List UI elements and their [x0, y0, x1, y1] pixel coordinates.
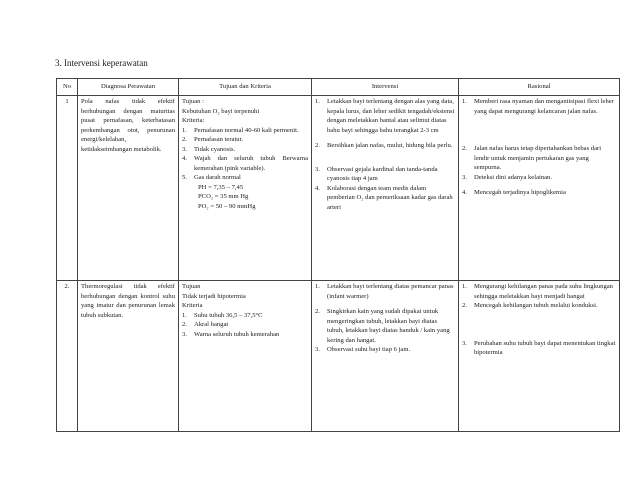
kriteria-item: 2. Pernafasan teratur.	[182, 136, 244, 143]
intervensi-item: 4. Kolaborasi dengan team medis dalam pemberian O₂ dan pemeriksaan kadar gas darah arteri	[315, 184, 453, 211]
rasional-item: 4. Mencegah terjadinya hipoglikemia	[462, 189, 566, 196]
header-diagnosa: Diagnosa Perawatan	[78, 79, 179, 96]
intervensi-item: 3. Observasi suhu bayi tiap 6 jam.	[315, 346, 411, 353]
kriteria-heading: Kriteria:	[182, 117, 205, 124]
kriteria-heading: Kriteria	[182, 302, 203, 309]
intervensi-item: 2. Singkirkan kain yang sudah dipakai untuk mengeringkan tubuh, letakkan bayi diatas tubuh, letakkan bayi diatas handuk / kain yang kering dan hangat.	[315, 308, 450, 344]
intervention-table	[56, 78, 620, 432]
rasional-item: 1. Memberi rasa nyaman dan mengantisipasi flexi leher yang dapat mengurangi kelancaran jalan nafas.	[462, 98, 614, 115]
kriteria-item: 3. Tidak cyanosis.	[182, 145, 236, 153]
header-rasional: Rasional	[459, 79, 620, 96]
intervensi-item: 1. Letakkan bayi terlentang dengan alas yang data, kepala lurus, dan leher sedikit tengadah/ekstensi dengan meletakkan bantal atau selimut diatas bahu bayi sehingga bahu terangkat 2-3 cm	[315, 98, 455, 134]
tujuan-cell	[179, 96, 312, 281]
kriteria-item: 4. Wajah dan seluruh tubuh Berwarna kemerahan (pink variable).	[182, 155, 308, 172]
tujuan-text: Tidak terjadi hipotermia	[182, 292, 246, 300]
rasional-item: 1. Mengurangi kehilangan panas pada suhu lingkungan sehingga meletakkan bayi menjadi hangat	[462, 283, 613, 300]
tujuan-heading: Tujuan	[182, 283, 201, 290]
row-number: 2.	[57, 281, 78, 432]
tujuan-cell	[179, 281, 312, 432]
intervensi-item: 1. Letakkan bayi terlentang diatas pemancar panas (infant warmer)	[315, 283, 454, 300]
gas-value: PH = 7,35 – 7,45	[198, 183, 244, 191]
header-intervensi: Intervensi	[312, 79, 459, 96]
gas-value: PO₂ = 50 – 90 mmHg	[198, 202, 256, 210]
table-header-row	[57, 79, 620, 96]
rasional-item: 2. Mencegah kehilangan tubuh melalui konduksi.	[462, 302, 598, 309]
header-no: No	[57, 79, 78, 96]
kriteria-item: 3. Warna seluruh tubuh kemerahan	[182, 330, 280, 338]
tujuan-heading: Tujuan :	[182, 98, 204, 105]
diagnosa-cell: Pola nafas tidak efektif berhubungan dengan maturitas pusat pernafasan, keterbatasan perkembangan otot, penurunan energi/kelelahan, ketidakseimbangan metabolik.	[78, 96, 179, 281]
kriteria-item: 1. Suhu tubuh 36,5 – 37,5°C	[182, 311, 263, 319]
intervensi-cell	[312, 281, 459, 432]
rasional-item: 3. Deteksi dini adanya kelainan.	[462, 173, 552, 181]
section-heading: 3. Intervensi keperawatan	[55, 58, 148, 68]
kriteria-item: 2. Akral hangat	[182, 321, 229, 328]
intervensi-item: 3. Observasi gejala kardinal dan tanda-tanda cyanosis tiap 4 jam	[315, 165, 438, 182]
gas-value: PCO₂ = 35 mm Hg	[198, 193, 249, 200]
rasional-item: 3. Perubahan suhu tubuh bayi dapat menentukan tingkat hipotermia	[462, 339, 616, 356]
rasional-cell	[459, 281, 620, 432]
intervensi-cell	[312, 96, 459, 281]
kriteria-item: 5. Gas darah normal	[182, 174, 241, 181]
kriteria-item: 1. Pernafasan normal 40-60 kali permenit.	[182, 126, 299, 134]
row-number: 1	[57, 96, 78, 281]
diagnosa-cell: Thermoregulasi tidak efektif berhubungan dengan kontrol suhu yang imatur dan penurunan lemak tubuh subkutan.	[78, 281, 179, 432]
rasional-cell	[459, 96, 620, 281]
intervensi-item: 2. Bersihkan jalan nafas, mulut, hidung bila perlu.	[315, 142, 453, 149]
tujuan-text: Kebutuhan O₂ bayi terpenuhi	[182, 107, 260, 115]
table-row	[57, 96, 620, 281]
rasional-item: 2. Jalan nafas harus tetap dipertahankan bebas dari lendir untuk menjamin pertukaran gas yang sempurna.	[462, 145, 602, 171]
header-tujuan: Tujuan dan Kriteria	[179, 79, 312, 96]
table-row	[57, 281, 620, 432]
